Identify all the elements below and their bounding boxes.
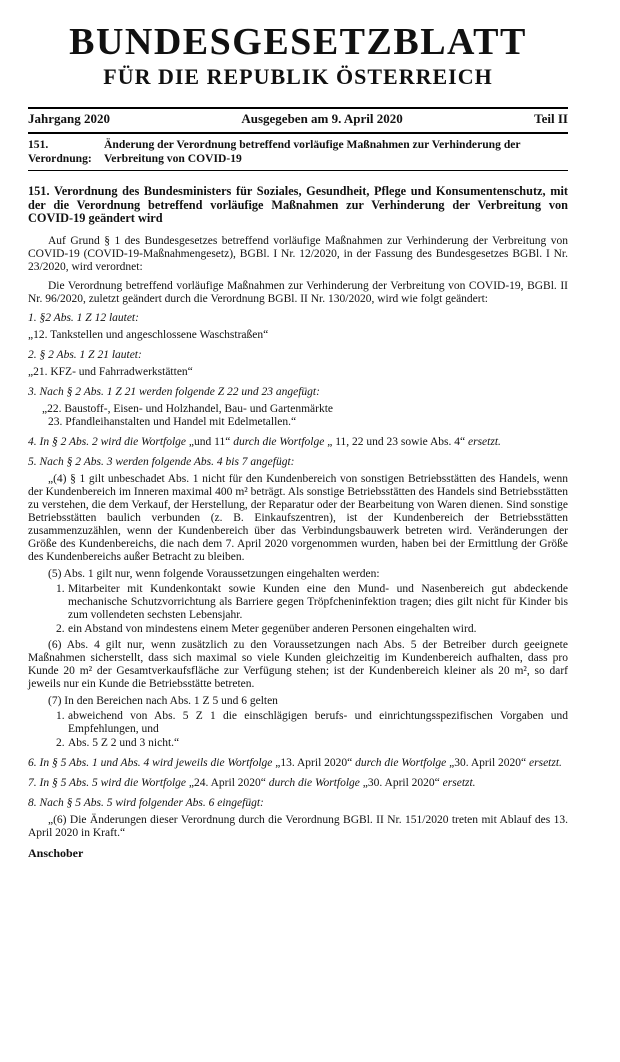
amendment-2-instruction: 2. § 2 Abs. 1 Z 21 lautet: [28,348,142,361]
paragraph-6: (6) Abs. 4 gilt nur, wenn zusätzlich zu den Voraussetzungen nach Abs. 5 der Betreiber durch geeignete Maßnahmen sicherstellt, dass sich maximal so viele Kunden gleichzeitig im Kundenbereich aufhalten, dass pro Kunde 20 m² der Gesamtverkaufsfläche zur Verfügung stehen; ist der Kundenbereich kleiner als 20 m², so darf jeweils nur ein Kunde die Betriebsstätte betreten. [28,638,568,690]
amendment-4-instruction [28,436,568,449]
amendment-6-instruction: 6. In § 5 Abs. 1 und Abs. 4 wird jeweils die Wortfolge „13. April 2020“ durch die Wortfolge „30. April 2020“ ersetzt. [28,756,562,769]
document-heading: 151. Verordnung des Bundesministers für Soziales, Gesundheit, Pflege und Konsumentenschutz, mit der die Verordnung betreffend vorläufige Maßnahmen zur Verhinderung der Verbreitung von COVID-19 geändert wird [28,184,568,225]
issue-part: Teil II [534,111,568,126]
amendment-3-text [42,403,568,429]
toc-line-2-text: Verbreitung von COVID-19 [104,152,242,165]
paragraph-6-new: „(6) Die Änderungen dieser Verordnung durch die Verordnung BGBl. II Nr. 151/2020 treten mit Ablauf des 13. April 2020 in Kraft.“ [28,813,568,839]
amendment-2-text: „21. KFZ- und Fahrradwerkstätten“ [28,365,193,378]
issue-year: Jahrgang 2020 [28,111,110,126]
amendment-4-part-d: „ 11, 22 und 23 sowie Abs. 4“ [327,435,466,448]
amendment-4-part-b: „und 11“ [188,435,231,448]
paragraph-7-list [56,710,568,750]
paragraph-7-intro: (7) In den Bereichen nach Abs. 1 Z 5 und 6 gelten [48,694,278,707]
amendment-1-text: „12. Tankstellen und angeschlossene Waschstraßen“ [28,328,269,341]
list-item: 2. ein Abstand von mindestens einem Meter gegenüber anderen Personen eingehalten wird. [56,622,477,635]
preamble: Auf Grund § 1 des Bundesgesetzes betreffend vorläufige Maßnahmen zur Verhinderung der Verbreitung von COVID-19 (COVID-19-Maßnahmengesetz), BGBl. I Nr. 12/2020, in der Fassung des Bundesgesetzes BGBl. I Nr. 23/2020, wird verordnet: [28,234,568,273]
list-item: 2. Abs. 5 Z 2 und 3 nicht.“ [56,736,180,749]
amendment-1-instruction: 1. §2 Abs. 1 Z 12 lautet: [28,311,139,324]
amendment-4-part-a: 4. In § 2 Abs. 2 wird die Wortfolge [28,435,189,448]
amendment-4-part-c: durch die Wortfolge [230,435,328,448]
amendment-3-line-23: 23. Pfandleihanstalten und Handel mit Edelmetallen.“ [48,415,297,428]
amendment-7-instruction: 7. In § 5 Abs. 5 wird die Wortfolge „24. April 2020“ durch die Wortfolge „30. April 2020“ ersetzt. [28,776,476,789]
paragraph-5-list [56,583,568,636]
toc-number: 151. [28,138,49,151]
list-item: 1. Mitarbeiter mit Kundenkontakt sowie Kunden eine den Mund- und Nasenbereich gut abdeckende mechanische Schutzvorrichtung als Barriere gegen Tröpfcheninfektion tragen; dies gilt nicht für Kinder bis zum vollendeten sechsten Lebensjahr. [56,582,568,621]
masthead-subtitle: FÜR DIE REPUBLIK ÖSTERREICH [103,64,493,89]
amendment-3-line-22: „22. Baustoff-, Eisen- und Holzhandel, Bau- und Gartenmärkte [42,402,334,415]
paragraph-4: „(4) § 1 gilt unbeschadet Abs. 1 nicht für den Kundenbereich von sonstigen Betriebsstätten des Handels, wenn der Kundenbereich im Inneren maximal 400 m² beträgt. Als sonstige Betriebsstätten des Handels sind Betriebsstätten zu verstehen, die dem Verkauf, der Herstellung, der Reparatur oder der Bearbeitung von Waren dienen. Sind sonstige Betriebsstätten baulich verbunden (z. B. Einkaufszentren), ist der Kundenbereich der Betriebsstätten zusammenzuzählen, wenn der Kundenbereich über das Verbindungsbauwerk betreten wird. Veränderungen der Größe des Kundenbereichs, die nach dem 7. April 2020 vorgenommen wurden, haben bei der Ermittlung der Größe des Kundenbereichs außer Betracht zu bleiben. [28,472,568,563]
paragraph-5-intro: (5) Abs. 1 gilt nur, wenn folgende Voraussetzungen eingehalten werden: [48,567,380,580]
list-item: 1. abweichend von Abs. 5 Z 1 die einschlägigen berufs- und einrichtungsspezifischen Vorgaben und Empfehlungen, und [56,709,568,735]
toc-line-2-label: Verordnung: [28,152,92,165]
amendment-8-instruction: 8. Nach § 5 Abs. 5 wird folgender Abs. 6 eingefügt: [28,796,264,809]
issue-line [28,107,568,134]
masthead-title: BUNDESGESETZBLATT [69,21,527,63]
amendment-3-instruction: 3. Nach § 2 Abs. 1 Z 21 werden folgende Z 22 und 23 angefügt: [28,385,320,398]
amendment-5-instruction: 5. Nach § 2 Abs. 3 werden folgende Abs. 4 bis 7 angefügt: [28,455,295,468]
toc-line-1: Änderung der Verordnung betreffend vorläufige Maßnahmen zur Verhinderung der [104,138,521,151]
table-of-contents [28,134,568,171]
issue-date: Ausgegeben am 9. April 2020 [241,111,403,126]
intro-paragraph: Die Verordnung betreffend vorläufige Maßnahmen zur Verhinderung der Verbreitung von COVID-19, BGBl. II Nr. 96/2020, zuletzt geändert durch die Verordnung BGBl. II Nr. 130/2020, wird wie folgt geändert: [28,279,568,305]
gazette-page [28,14,568,860]
amendment-4-part-e: ersetzt. [465,435,501,448]
signature: Anschober [28,845,84,860]
